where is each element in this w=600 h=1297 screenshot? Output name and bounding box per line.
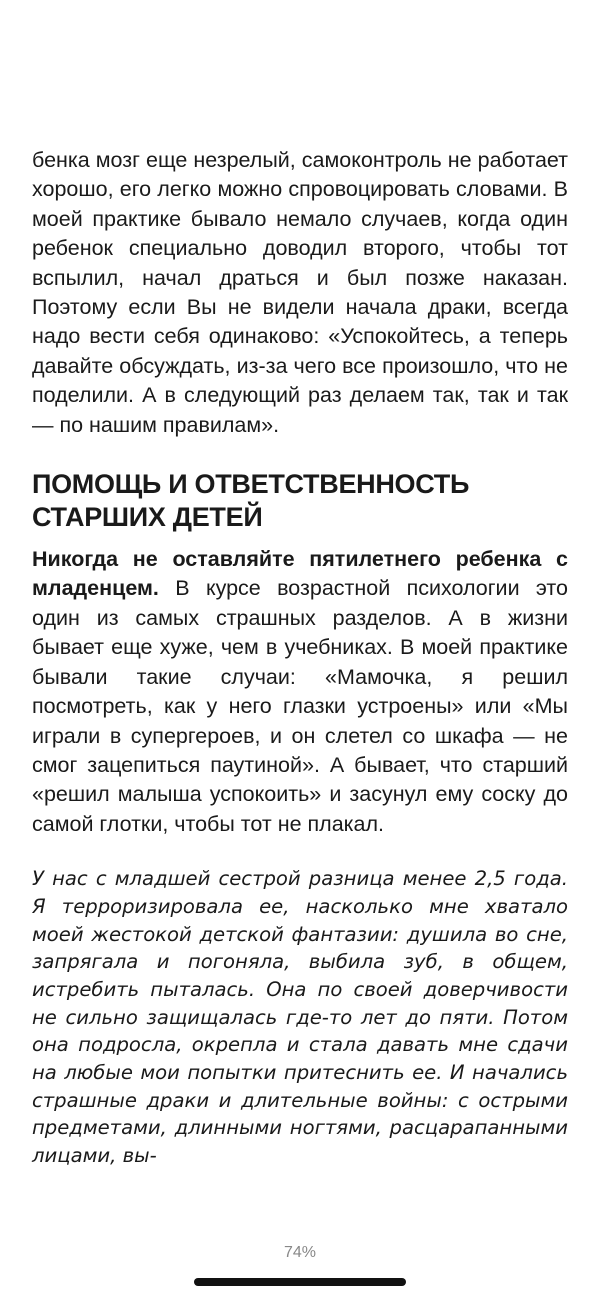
paragraph-lead-bold: Никогда не оставляйте пятилетнего ребенка с младенцем.: [32, 547, 568, 601]
paragraph-body: В курсе возрастной психологии это один из самых страшных разделов. А в жизни бывает еще хуже, чем в учебниках. В моей практике бывали такие случаи: «Мамочка, я решил посмотреть, как у него глазки устроены» или «Мы играли в супергероев, и он слетел со шкафа — не смог зацепиться паутиной». А бывает, что старший «решил малыша успокоить» и засунул ему соску до самой глотки, чтобы тот не плакал.: [32, 576, 568, 836]
body-paragraph-with-lead: [32, 545, 568, 839]
section-heading: ПОМОЩЬ И ОТВЕТСТВЕННОСТЬ СТАРШИХ ДЕТЕЙ: [32, 469, 470, 533]
home-indicator[interactable]: [194, 1278, 406, 1286]
reading-progress: 74%: [283, 1244, 317, 1261]
italic-quote: У нас с младшей сестрой разница менее 2,5 года. Я терроризировала ее, насколько мне хватало моей жестокой детской фантазии: душила во сне, запрягала и погоняла, выбила зуб, в общем, истребить пыталась. Она по своей доверчивости не сильно защищалась где-то лет до пяти. Потом она подросла, окрепла и стала давать мне сдачи на любые мои попытки притеснить ее. И начались страшные драки и длительные войны: с острыми предметами, длинными ногтями, расцарапанными лицами, вы-: [32, 867, 568, 1168]
body-paragraph: бенка мозг еще незрелый, самоконтроль не работает хорошо, его легко можно спровоцировать словами. В моей практике бывало немало случаев, когда один ребенок специально доводил второго, чтобы тот вспылил, начал драться и был позже наказан. Поэтому если Вы не видели начала драки, всегда надо вести себя одинаково: «Успокойтесь, а теперь давайте обсуждать, из-за чего все произошло, что не поделили. А в следующий раз делаем так, так и так — по нашим правилам».: [32, 148, 568, 437]
reader-page[interactable]: [32, 146, 568, 1170]
